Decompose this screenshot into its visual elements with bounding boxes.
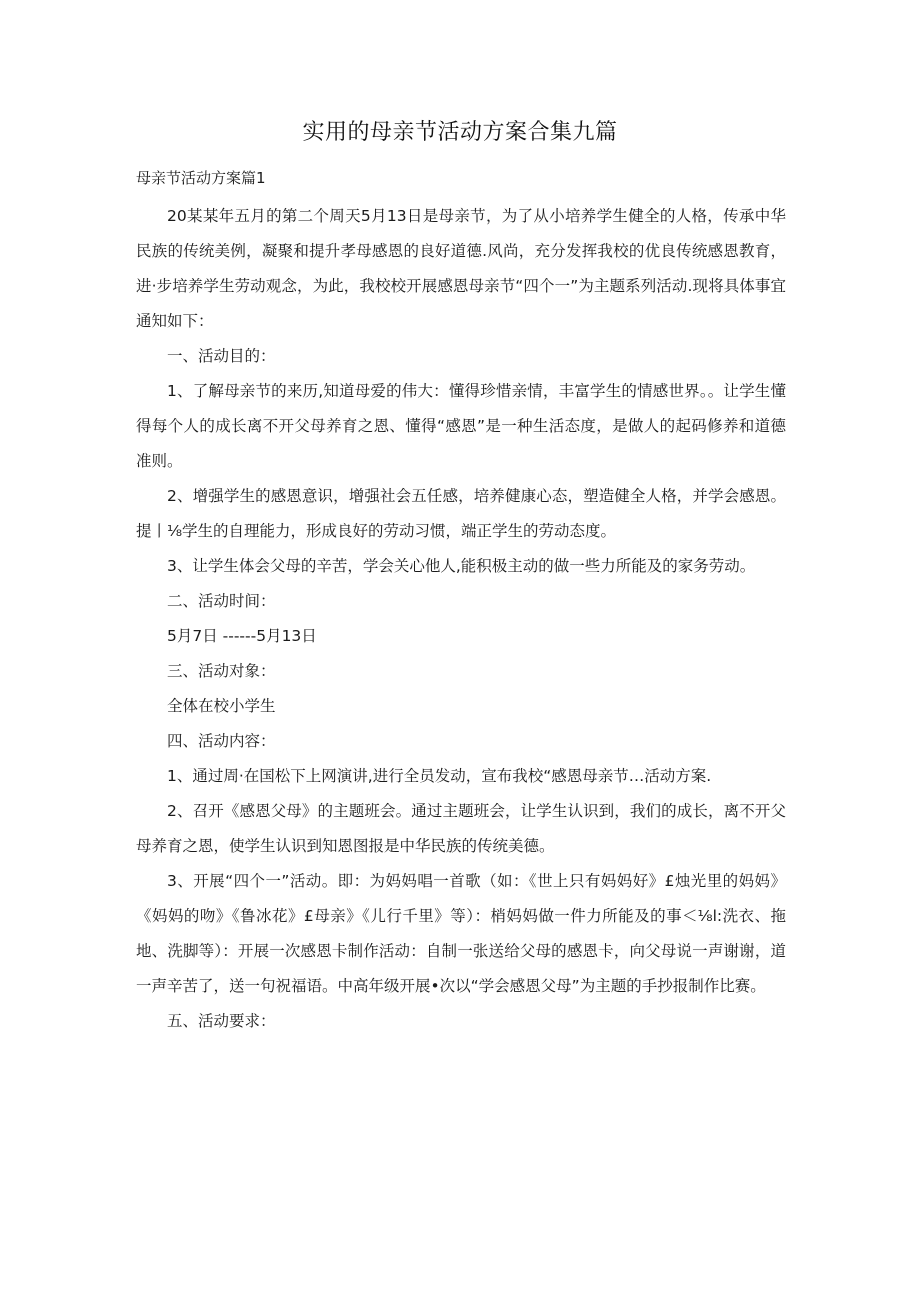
activity-audience-value: 全体在校小学生 xyxy=(167,697,276,715)
content-item: 3、开展“四个一”活动。即：为妈妈唱一首歌（如：《世上只有妈妈好》£烛光里的妈妈》《妈妈的吻》《鲁冰花》£母亲》《儿行千里》等）：梢妈妈做一件力所能及的事＜⅛l:洗衣、拖地、洗脚等）：开展一次感恩卡制作活动：自制一张送给父母的感恩卡，向父母说一声谢谢，道一声辛苦了，送一句祝福语。中高年级开展•次以“学会感恩父母”为主题的手抄报制作比赛。 xyxy=(136,872,786,995)
purpose-item: 1、了解母亲节的来历,知道母爱的伟大：懂得珍惜亲情，丰富学生的情感世界。。让学生懂得每个人的成长离不开父母养育之恩、懂得“感恩”是一种生活态度，是做人的起码修养和道德准则。 xyxy=(136,382,786,470)
section-heading-purpose: 一、活动目的： xyxy=(167,347,276,365)
document-body xyxy=(136,199,786,1039)
section-heading-audience: 三、活动对象： xyxy=(167,662,276,680)
section-heading-time: 二、活动时间： xyxy=(167,592,276,610)
content-item: 2、召开《感恩父母》的主题班会。通过主题班会，让学生认识到，我们的成长，离不开父母养育之恩，使学生认识到知恩图报是中华民族的传统美德。 xyxy=(136,802,786,855)
section-heading-requirements: 五、活动要求： xyxy=(167,1012,276,1030)
purpose-item: 3、让学生体会父母的辛苦，学会关心他人,能积极主动的做一些力所能及的家务劳动。 xyxy=(167,557,756,575)
section-heading-content: 四、活动内容： xyxy=(167,732,276,750)
content-item: 1、通过周·在国松下上网演讲,进行全员发动，宣布我校“感恩母亲节…活动方案. xyxy=(167,767,712,785)
purpose-item: 2、增强学生的感恩意识，增强社会五任感，培养健康心态，塑造健全人格，并学会感恩。提丨⅛学生的自理能力，形成良好的劳动习惯，端正学生的劳动态度。 xyxy=(136,487,786,540)
page-title: 实用的母亲节活动方案合集九篇 xyxy=(302,120,618,145)
activity-time-value: 5月7日 ------5月13日 xyxy=(167,627,317,645)
intro-paragraph: 20某某年五月的第二个周天5月13日是母亲节，为了从小培养学生健全的人格，传承中华民族的传统美例，凝聚和提升孝母感恩的良好道德.风尚，充分发挥我校的优良传统感恩教育，进·步培养学生劳动观念，为此，我校校开展感恩母亲节“四个一”为主题系列活动.现将具体事宜通知如下： xyxy=(136,207,786,330)
section-subtitle: 母亲节活动方案篇1 xyxy=(136,169,266,187)
